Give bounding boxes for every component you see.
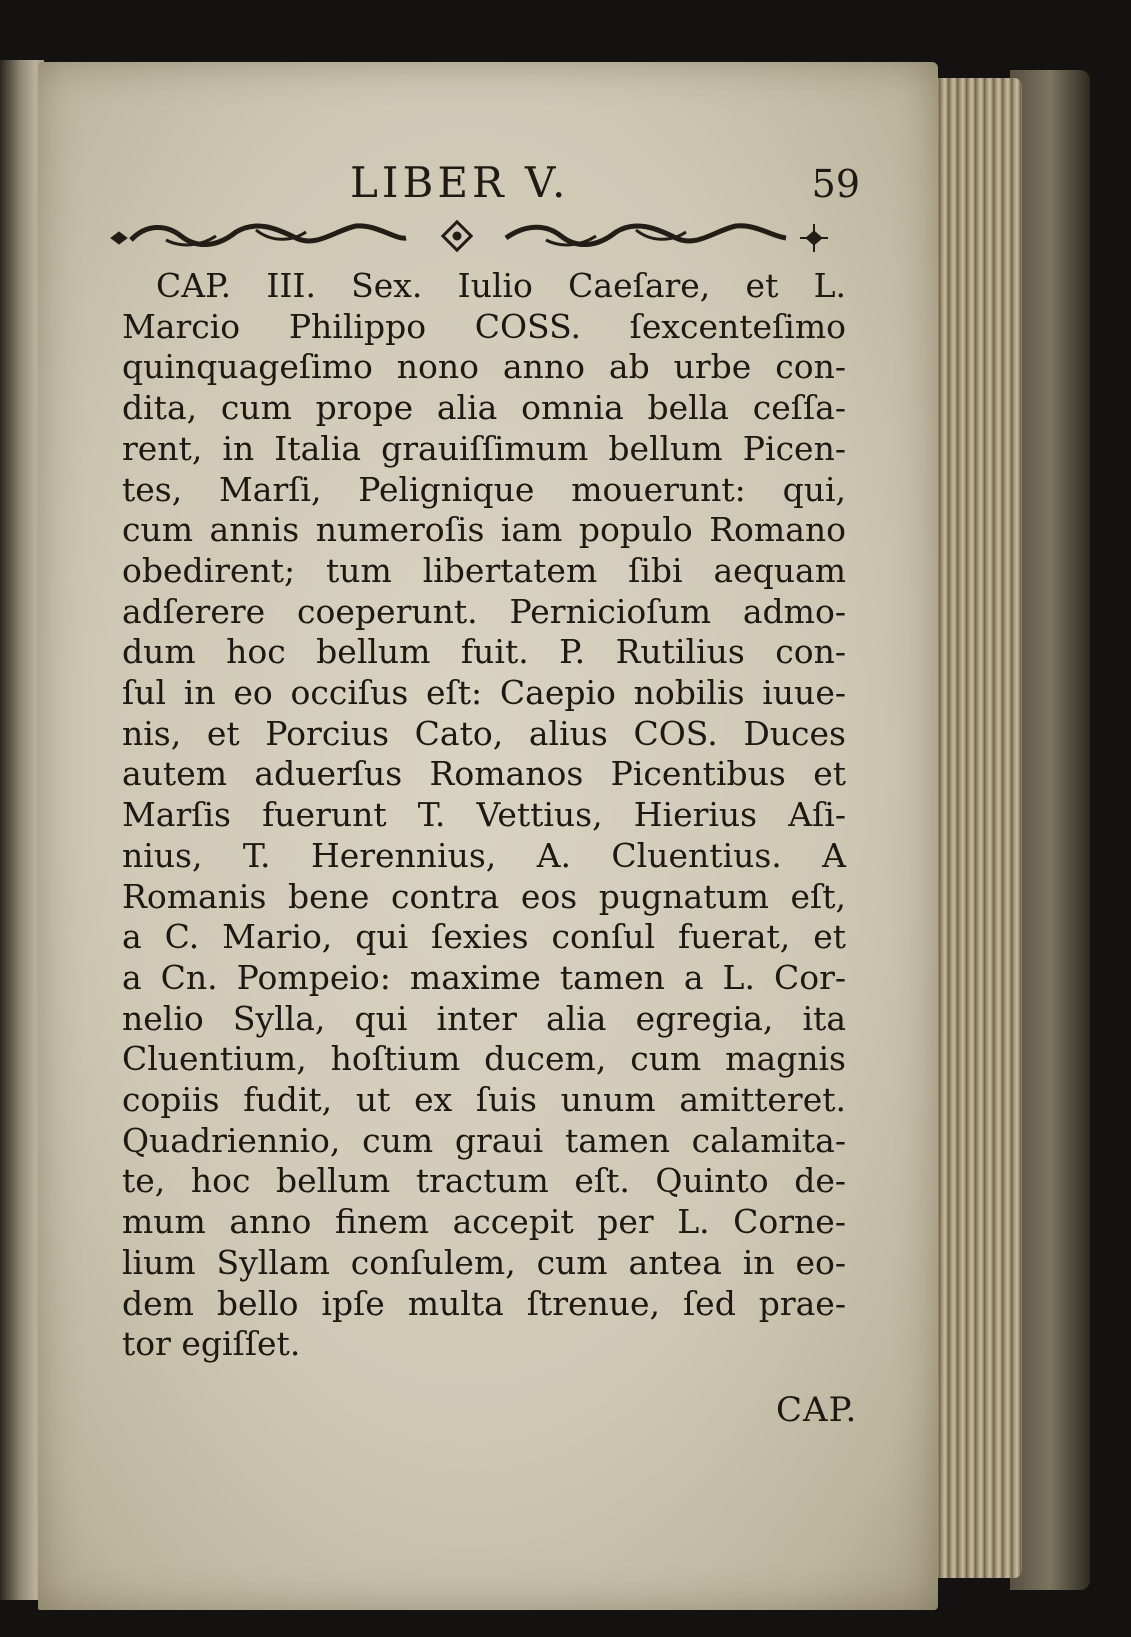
text-line: mum anno finem accepit per L. Corne- xyxy=(122,1202,846,1242)
text-line: rent, in Italia grauiſſimum bellum Picen- xyxy=(122,428,846,468)
page-number: 59 xyxy=(811,162,860,206)
catchword: CAP. xyxy=(776,1390,858,1430)
text-line: copiis fudit, ut ex ſuis unum amitteret. xyxy=(122,1080,846,1120)
text-line: tes, Marſi, Pelignique mouerunt: qui, xyxy=(122,469,846,509)
text-line: obedirent; tum libertatem ſibi aequam xyxy=(122,550,846,590)
text-line: Marcio Philippo COSS. ſexcenteſimo xyxy=(122,306,846,346)
text-line: Marſis fuerunt T. Vettius, Hierius Aſi- xyxy=(122,795,846,835)
text-line: dem bello ipſe multa ſtrenue, ſed prae- xyxy=(122,1283,846,1323)
text-line: dum hoc bellum fuit. P. Rutilius con- xyxy=(122,632,846,672)
back-cover-edge xyxy=(1010,70,1090,1590)
text-line: quinquageſimo nono anno ab urbe con- xyxy=(122,347,846,387)
text-line: lium Syllam conſulem, cum antea in eo- xyxy=(122,1242,846,1282)
chapter-text xyxy=(122,266,846,1365)
text-line: CAP. III. Sex. Iulio Caeſare, et L. xyxy=(156,266,846,305)
floral-headpiece-ornament-icon xyxy=(106,218,836,258)
text-line: ſul in eo occiſus eſt: Caepio nobilis iuue- xyxy=(122,673,846,713)
text-line: autem aduerſus Romanos Picentibus et xyxy=(122,754,846,794)
text-line: te, hoc bellum tractum eſt. Quinto de- xyxy=(122,1161,846,1201)
running-header xyxy=(140,158,860,214)
text-line: adſerere coeperunt. Pernicioſum admo- xyxy=(122,591,846,631)
text-line: nius, T. Herennius, A. Cluentius. A xyxy=(122,835,846,875)
text-line: a Cn. Pompeio: maxime tamen a L. Cor- xyxy=(122,957,846,997)
text-line: Romanis bene contra eos pugnatum eſt, xyxy=(122,876,846,916)
text-line: Quadriennio, cum graui tamen calamita- xyxy=(122,1120,846,1160)
text-line: nelio Sylla, qui inter alia egregia, ita xyxy=(122,998,846,1038)
text-line: a C. Mario, qui ſexies conſul fuerat, et xyxy=(122,917,846,957)
text-line: dita, cum prope alia omnia bella ceſſa- xyxy=(122,388,846,428)
text-line: nis, et Porcius Cato, alius COS. Duces xyxy=(122,713,846,753)
text-line: tor egiſſet. xyxy=(122,1324,301,1364)
page-fore-edge xyxy=(930,78,1022,1578)
running-title: LIBER V. xyxy=(350,158,570,207)
text-line: cum annis numeroſis iam populo Romano xyxy=(122,510,846,550)
text-line: Cluentium, hoſtium ducem, cum magnis xyxy=(122,1039,846,1079)
